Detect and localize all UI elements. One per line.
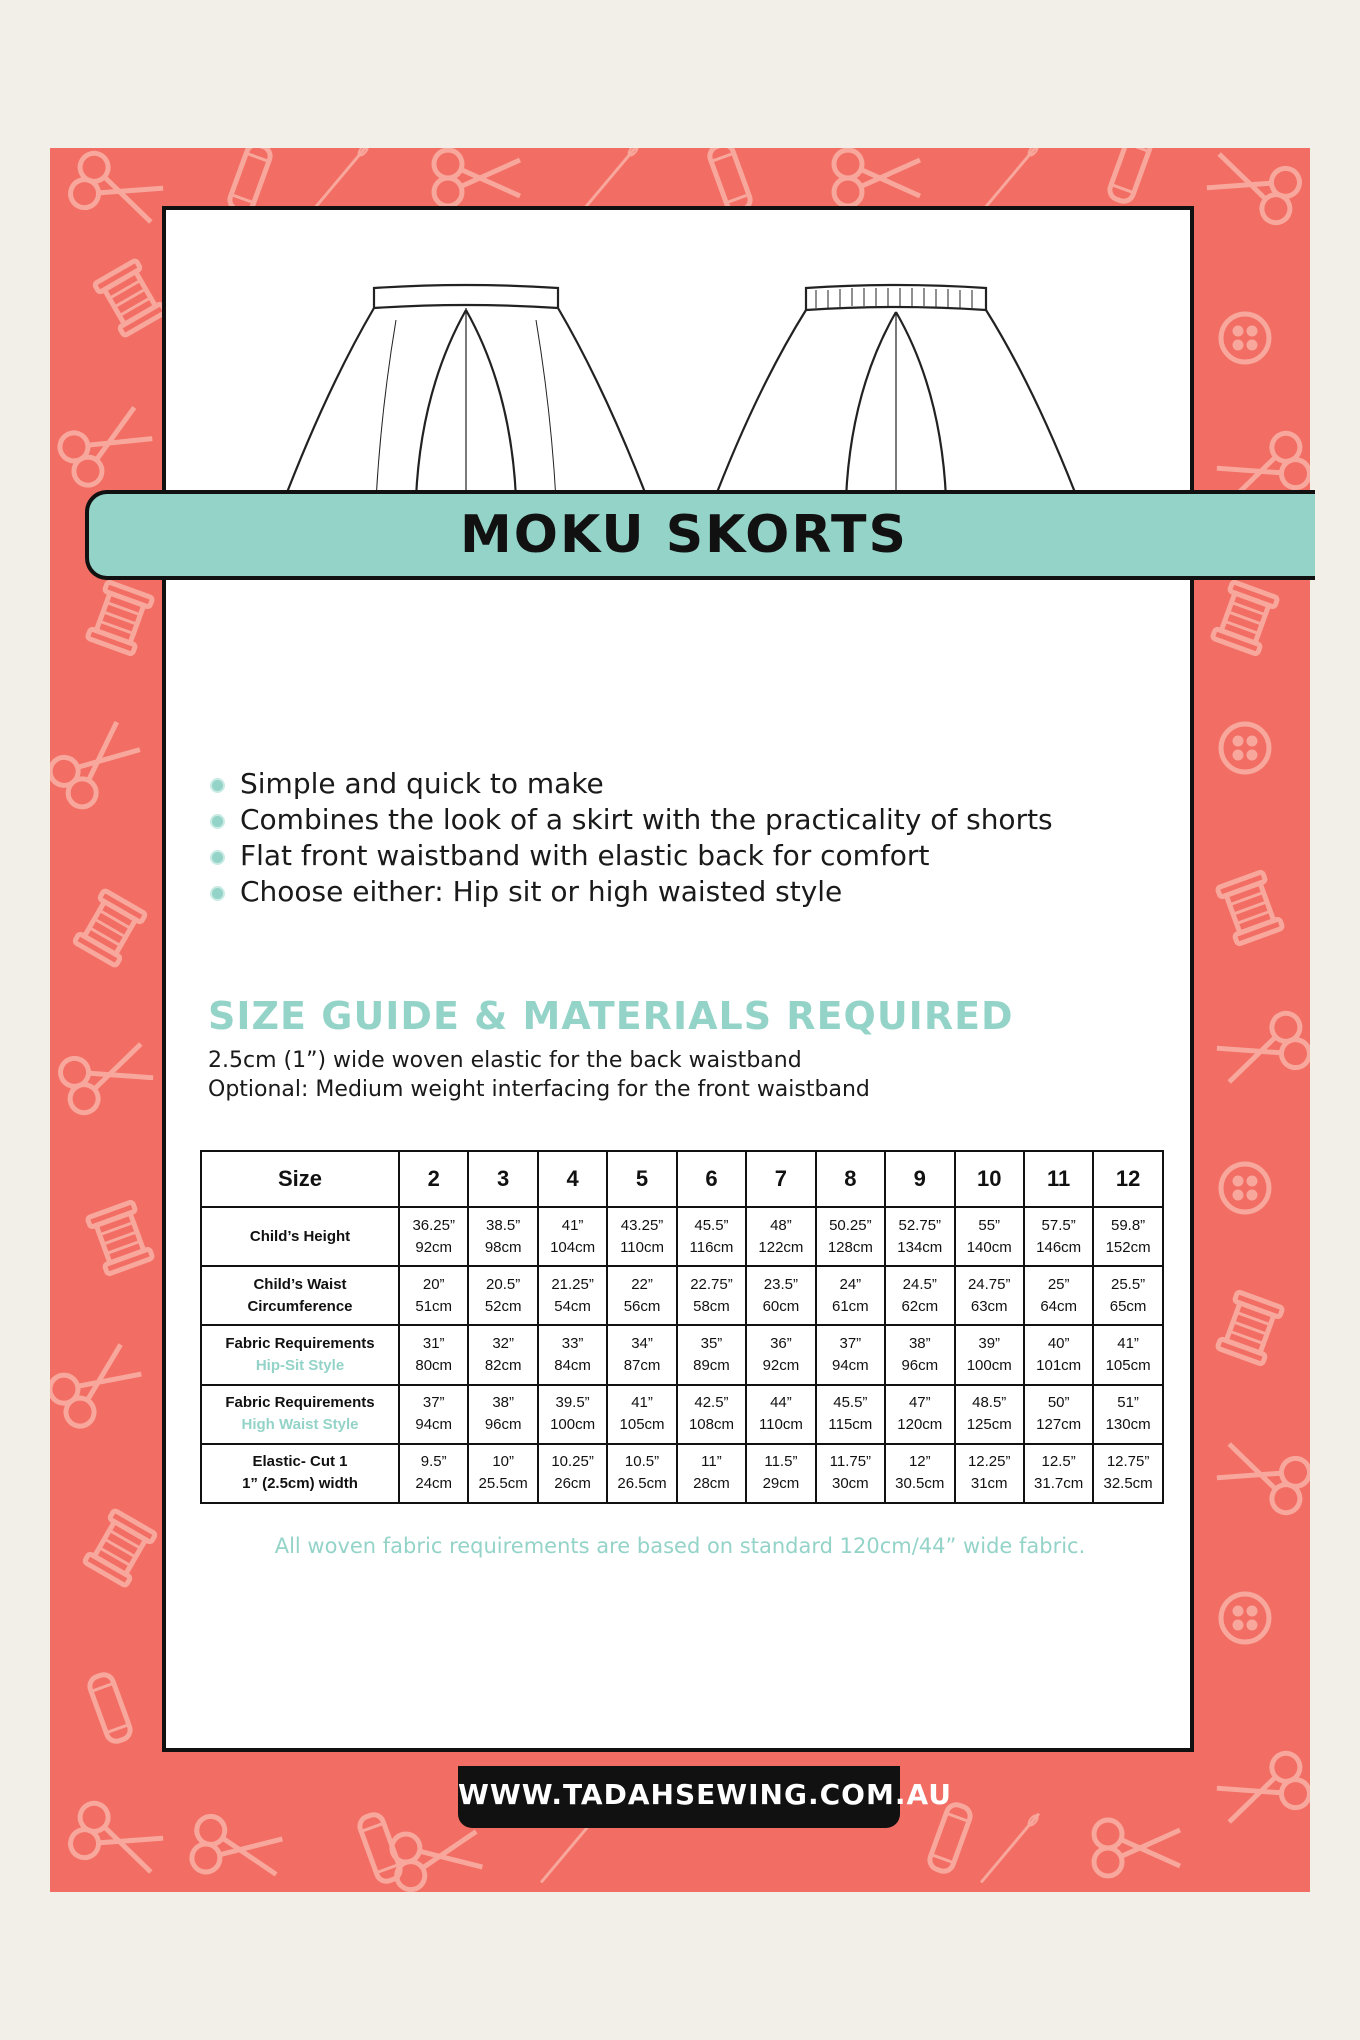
metric-value: 30cm [832,1475,869,1493]
metric-value: 105cm [1105,1356,1151,1374]
table-cell [607,1444,676,1503]
imperial-value: 12” [908,1453,931,1471]
materials-line: 2.5cm (1”) wide woven elastic for the back waistband [208,1048,802,1073]
metric-value: 84cm [554,1356,591,1374]
metric-value: 116cm [689,1238,734,1256]
metric-value: 56cm [623,1297,661,1315]
table-cell [399,1325,468,1384]
button-icon [1221,314,1269,362]
size-header-cell: 2 [399,1151,468,1207]
imperial-value: 20” [422,1275,445,1293]
table-cell [885,1325,954,1384]
list-item: Flat front waistband with elastic back for comfort [208,838,1053,874]
imperial-value: 11.75” [829,1453,872,1471]
table-cell [677,1385,746,1444]
imperial-value: 40” [1047,1334,1070,1352]
metric-value: 82cm [484,1356,522,1374]
size-table-body [201,1207,1163,1503]
metric-value: 110cm [758,1416,803,1434]
imperial-value: 10” [492,1453,514,1471]
imperial-value: 20.5” [486,1275,521,1293]
metric-value: 122cm [758,1238,804,1256]
thread-spool-icon [87,1202,153,1275]
button-icon [1221,1594,1269,1642]
metric-value: 96cm [484,1416,522,1434]
size-guide-heading: SIZE GUIDE & MATERIALS REQUIRED [208,994,1014,1038]
table-row [201,1325,1163,1384]
metric-value: 52cm [484,1297,522,1315]
table-cell [746,1207,815,1266]
imperial-value: 22” [631,1275,653,1293]
bobbin-icon [927,1802,973,1874]
row-label-line: Elastic- Cut 1 [252,1453,348,1471]
table-cell [746,1325,815,1384]
imperial-value: 42.5” [694,1394,729,1412]
size-header-cell: 6 [677,1151,746,1207]
imperial-value: 36” [770,1334,792,1352]
table-cell [468,1385,537,1444]
metric-value: 130cm [1105,1416,1151,1434]
metric-value: 98cm [484,1238,522,1256]
scissors-icon [57,1035,157,1117]
size-header-cell: 8 [816,1151,885,1207]
scissors-icon [50,1336,147,1431]
metric-value: 94cm [415,1416,453,1434]
imperial-value: 34” [631,1334,653,1352]
metric-value: 125cm [966,1416,1012,1434]
row-label [201,1385,399,1444]
scissors-icon [1213,1749,1310,1831]
table-cell [816,1325,885,1384]
table-cell [468,1325,537,1384]
table-cell [677,1207,746,1266]
table-cell [1024,1266,1093,1325]
table-cell [1024,1444,1093,1503]
metric-value: 31.7cm [1034,1475,1084,1493]
table-cell [1093,1325,1162,1384]
title-banner [85,490,1315,580]
row-label [201,1266,399,1325]
imperial-value: 41” [631,1394,653,1412]
bullet-button-icon [210,886,225,901]
scissors-icon [55,399,157,490]
size-header-cell: 5 [607,1151,676,1207]
imperial-value: 47” [908,1394,931,1412]
metric-value: 104cm [550,1238,596,1256]
metric-value: 115cm [828,1416,873,1434]
imperial-value: 10.5” [624,1453,660,1471]
table-cell [885,1207,954,1266]
metric-value: 94cm [832,1356,869,1374]
thread-spool-icon [1212,582,1278,655]
metric-value: 62cm [901,1297,939,1315]
table-cell [885,1266,954,1325]
table-cell [955,1266,1024,1325]
metric-value: 65cm [1109,1297,1147,1315]
scissors-icon [190,1814,284,1884]
metric-value: 29cm [762,1475,800,1493]
table-cell [1093,1207,1162,1266]
scissors-icon [1213,1009,1310,1091]
table-cell [955,1444,1024,1503]
table-cell [1093,1385,1162,1444]
row-label-line: Child’s Height [249,1227,351,1245]
imperial-value: 12.75” [1106,1453,1150,1471]
imperial-value: 37” [839,1334,862,1352]
metric-value: 25.5cm [478,1475,528,1493]
table-cell [399,1444,468,1503]
list-item: Combines the look of a skirt with the practicality of shorts [208,802,1053,838]
imperial-value: 23.5” [763,1275,798,1293]
size-header-cell: 7 [746,1151,815,1207]
imperial-value: 45.5” [833,1394,868,1412]
imperial-value: 37” [422,1394,445,1412]
table-header-row [201,1151,1163,1207]
table-cell [607,1266,676,1325]
imperial-value: 52.75” [898,1216,942,1234]
table-cell [816,1385,885,1444]
metric-value: 26cm [554,1475,591,1493]
row-label-line: Child’s Waist [253,1275,347,1293]
imperial-value: 57.5” [1041,1216,1076,1234]
imperial-value: 38.5” [486,1216,521,1234]
metric-value: 152cm [1105,1238,1151,1256]
metric-value: 134cm [897,1238,943,1256]
table-cell [955,1207,1024,1266]
table-cell [677,1325,746,1384]
scissors-icon [834,150,920,206]
metric-value: 32.5cm [1103,1475,1153,1493]
row-label-line: Hip-Sit Style [255,1356,345,1374]
pattern-title: MOKU SKORTS [460,505,908,565]
imperial-value: 24.5” [902,1275,937,1293]
metric-value: 31cm [970,1475,1008,1493]
imperial-value: 45.5” [694,1216,729,1234]
imperial-value: 39” [978,1334,1001,1352]
scissors-icon [67,1799,167,1881]
table-cell [607,1385,676,1444]
metric-value: 127cm [1036,1416,1082,1434]
metric-value: 146cm [1036,1238,1082,1256]
thread-spool-icon [87,582,153,655]
imperial-value: 59.8” [1110,1216,1146,1234]
row-label [201,1207,399,1266]
table-cell [468,1266,537,1325]
metric-value: 140cm [966,1238,1012,1256]
feature-list [208,766,1053,910]
metric-value: 120cm [897,1416,943,1434]
metric-value: 100cm [966,1356,1012,1374]
thread-spool-icon [94,260,166,336]
table-cell [1024,1325,1093,1384]
metric-value: 92cm [415,1238,453,1256]
needle-icon [979,1812,1041,1885]
imperial-value: 44” [770,1394,792,1412]
scissors-icon [67,149,167,231]
button-icon [1221,1164,1269,1212]
metric-value: 63cm [970,1297,1008,1315]
metric-value: 110cm [620,1238,664,1256]
metric-value: 105cm [619,1416,665,1434]
scissors-icon [1213,1435,1310,1517]
table-cell [607,1325,676,1384]
info-card [162,206,1194,1752]
row-label-line: 1” (2.5cm) width [242,1475,358,1493]
materials-line: Optional: Medium weight interfacing for the front waistband [208,1077,870,1102]
metric-value: 92cm [762,1356,800,1374]
table-cell [1093,1266,1162,1325]
table-cell [468,1444,537,1503]
table-cell [607,1207,676,1266]
imperial-value: 21.25” [551,1275,594,1293]
imperial-value: 24.75” [967,1275,1011,1293]
size-header-cell: 3 [468,1151,537,1207]
metric-value: 26.5cm [617,1475,667,1493]
imperial-value: 24” [839,1275,862,1293]
table-cell [816,1207,885,1266]
size-chart-table [200,1150,1164,1504]
imperial-value: 38” [908,1334,931,1352]
table-cell [1024,1385,1093,1444]
bobbin-icon [227,148,273,214]
metric-value: 24cm [415,1475,453,1493]
scissors-icon [50,714,146,812]
imperial-value: 11.5” [764,1453,798,1471]
table-cell [885,1385,954,1444]
row-label-line: Fabric Requirements [225,1394,375,1412]
metric-value: 128cm [827,1238,873,1256]
website-link[interactable]: WWW.TADAHSEWING.COM.AU [458,1778,952,1811]
table-cell [1093,1444,1162,1503]
table-row [201,1444,1163,1503]
imperial-value: 11” [701,1453,722,1471]
metric-value: 64cm [1040,1297,1077,1315]
metric-value: 28cm [693,1475,730,1493]
imperial-value: 39.5” [555,1394,590,1412]
metric-value: 100cm [550,1416,596,1434]
imperial-value: 51” [1117,1394,1139,1412]
table-row [201,1207,1163,1266]
table-cell [538,1444,607,1503]
imperial-value: 50” [1047,1394,1070,1412]
needle-icon [579,148,641,214]
thread-spool-icon [74,890,146,966]
fabric-note: All woven fabric requirements are based on standard 120cm/44” wide fabric. [274,1534,1086,1558]
metric-value: 54cm [554,1297,591,1315]
button-icon [1221,724,1269,772]
imperial-value: 41” [561,1216,584,1234]
imperial-value: 35” [700,1334,723,1352]
size-header-cell: 10 [955,1151,1024,1207]
metric-value: 58cm [693,1297,730,1315]
row-label [201,1444,399,1503]
table-cell [399,1266,468,1325]
table-cell [746,1444,815,1503]
size-header-cell: 9 [885,1151,954,1207]
table-cell [468,1207,537,1266]
scissors-icon [1094,1820,1180,1876]
bullet-button-icon [210,814,225,829]
table-row [201,1266,1163,1325]
imperial-value: 43.25” [620,1216,664,1234]
imperial-value: 10.25” [551,1453,594,1471]
row-label-line: Fabric Requirements [225,1334,375,1352]
website-badge [458,1766,952,1828]
metric-value: 108cm [688,1416,734,1434]
imperial-value: 12.25” [967,1453,1011,1471]
table-row [201,1385,1163,1444]
bobbin-icon [87,1672,133,1744]
metric-value: 51cm [415,1297,453,1315]
table-cell [816,1266,885,1325]
imperial-value: 31” [422,1334,445,1352]
thread-spool-icon [1217,1292,1283,1365]
bobbin-icon [1107,148,1153,204]
imperial-value: 9.5” [420,1453,447,1471]
row-label [201,1325,399,1384]
imperial-value: 36.25” [412,1216,455,1234]
metric-value: 30.5cm [895,1475,945,1493]
bullet-button-icon [210,850,225,865]
needle-icon [309,148,371,214]
table-cell [538,1207,607,1266]
size-header-label: Size [201,1151,399,1207]
table-cell [955,1325,1024,1384]
scissors-icon [1203,148,1303,227]
list-item: Simple and quick to make [208,766,1053,802]
table-cell [955,1385,1024,1444]
row-label-line: Circumference [247,1297,353,1315]
row-label-line: High Waist Style [241,1416,359,1434]
table-cell [816,1444,885,1503]
imperial-value: 50.25” [829,1216,872,1234]
bobbin-icon [707,148,753,214]
table-cell [538,1385,607,1444]
imperial-value: 25” [1047,1275,1070,1293]
table-cell [538,1325,607,1384]
thread-spool-icon [1217,872,1283,945]
imperial-value: 25.5” [1110,1275,1146,1293]
metric-value: 60cm [762,1297,800,1315]
needle-icon [979,148,1041,214]
size-header-cell: 4 [538,1151,607,1207]
scissors-icon [434,150,520,206]
bullet-button-icon [210,778,225,793]
size-header-cell: 11 [1024,1151,1093,1207]
imperial-value: 38” [492,1394,514,1412]
table-cell [399,1385,468,1444]
table-cell [677,1266,746,1325]
scissors-icon [390,1822,484,1892]
imperial-value: 22.75” [690,1275,733,1293]
table-cell [746,1385,815,1444]
table-cell [677,1444,746,1503]
imperial-value: 48.5” [972,1394,1007,1412]
metric-value: 89cm [693,1356,730,1374]
list-item: Choose either: Hip sit or high waisted style [208,874,1053,910]
metric-value: 96cm [901,1356,939,1374]
imperial-value: 48” [770,1216,792,1234]
metric-value: 87cm [623,1356,661,1374]
table-cell [538,1266,607,1325]
imperial-value: 55” [978,1216,1001,1234]
table-cell [399,1207,468,1266]
size-header-cell: 12 [1093,1151,1162,1207]
metric-value: 101cm [1036,1356,1082,1374]
table-cell [746,1266,815,1325]
table-cell [885,1444,954,1503]
imperial-value: 12.5” [1041,1453,1076,1471]
imperial-value: 33” [561,1334,584,1352]
table-cell [1024,1207,1093,1266]
metric-value: 61cm [832,1297,869,1315]
imperial-value: 41” [1117,1334,1139,1352]
metric-value: 80cm [415,1356,453,1374]
imperial-value: 32” [492,1334,514,1352]
